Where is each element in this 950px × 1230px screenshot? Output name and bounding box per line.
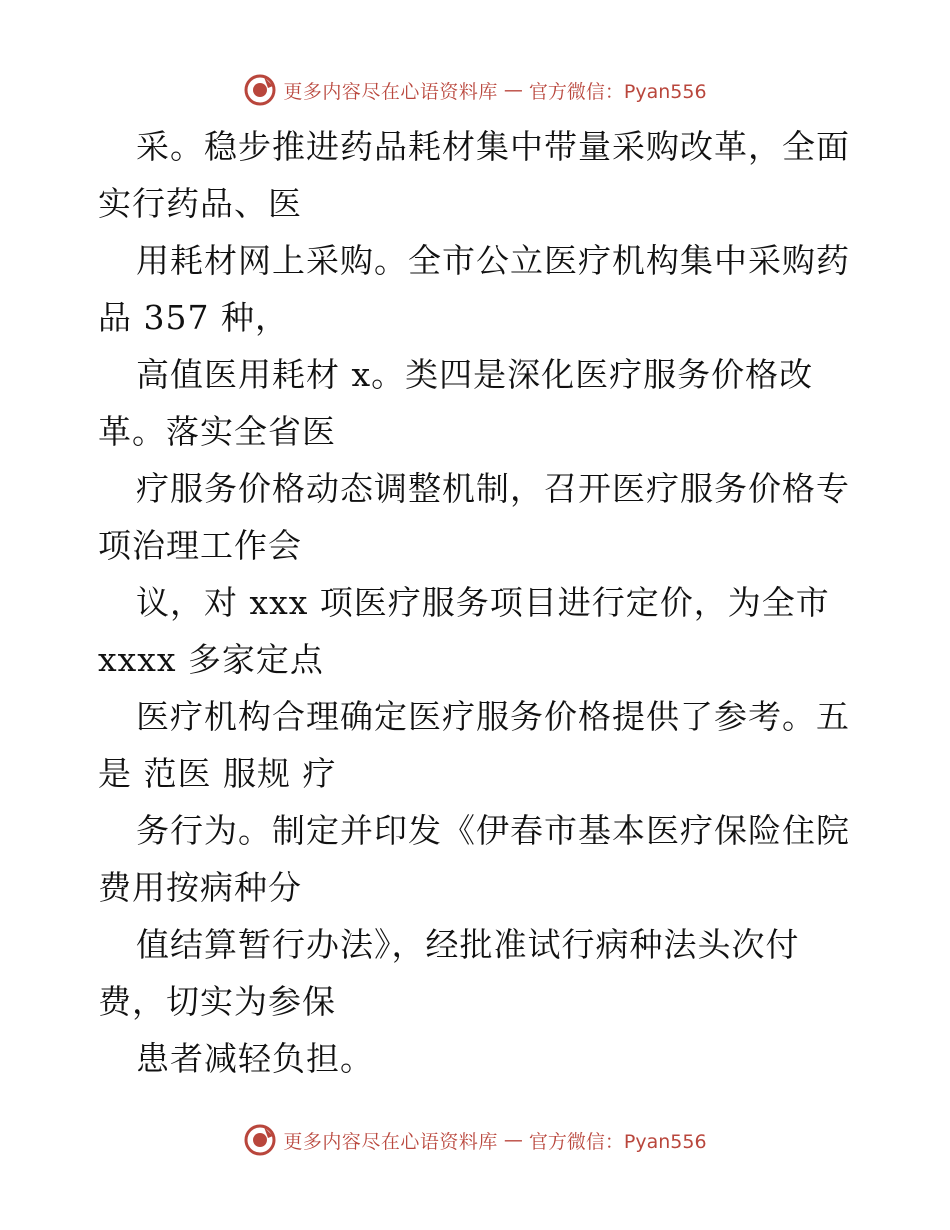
- paragraph: [98, 232, 858, 346]
- paragraph-line: 务行为。制定并印发《伊春市基本医疗保险住院: [136, 811, 850, 850]
- paragraph-line: 高值医用耗材 x。类四是深化医疗服务价格改: [136, 355, 814, 394]
- paragraph: [98, 802, 858, 916]
- paragraph-line: 用耗材网上采购。全市公立医疗机构集中采购药: [136, 241, 850, 280]
- paragraph: [98, 460, 858, 574]
- paragraph: [98, 346, 858, 460]
- paragraph-line: 品 357 种，: [98, 298, 289, 337]
- banner-wechat: 官方微信：Pyan556: [528, 1130, 707, 1153]
- paragraph-line: 项治理工作会: [98, 526, 302, 565]
- footer-banner: [0, 1120, 950, 1160]
- banner-separator: —: [503, 79, 523, 101]
- paragraph-line: 费用按病种分: [98, 868, 302, 907]
- paragraph: [98, 916, 858, 1030]
- document-body: [98, 118, 858, 1087]
- paragraph: [98, 574, 858, 688]
- paragraph-line: xxxx 多家定点: [98, 640, 324, 679]
- paragraph: [98, 1030, 858, 1087]
- paragraph-line: 疗服务价格动态调整机制，召开医疗服务价格专: [136, 469, 850, 508]
- banner-text: 更多内容尽在心语资料库: [283, 80, 498, 103]
- paragraph-line: 费，切实为参保: [98, 982, 336, 1021]
- paragraph-line: 革。落实全省医: [98, 412, 336, 451]
- banner-text: 更多内容尽在心语资料库: [283, 1130, 498, 1153]
- banner-separator: —: [503, 1129, 523, 1151]
- paragraph-line: 患者减轻负担。: [136, 1039, 374, 1078]
- brand-logo-icon: [243, 1123, 277, 1157]
- paragraph-line: 采。稳步推进药品耗材集中带量采购改革，全面: [136, 127, 850, 166]
- banner-wechat: 官方微信：Pyan556: [528, 80, 707, 103]
- paragraph: [98, 118, 858, 232]
- paragraph-line: 是 范医 服规 疗: [98, 754, 337, 793]
- paragraph-line: 值结算暂行办法》，经批准试行病种法头次付: [136, 925, 800, 964]
- paragraph-line: 实行药品、医: [98, 184, 302, 223]
- header-banner: [0, 70, 950, 110]
- brand-logo-icon: [243, 73, 277, 107]
- paragraph-line: 医疗机构合理确定医疗服务价格提供了参考。五: [136, 697, 850, 736]
- paragraph-line: 议，对 xxx 项医疗服务项目进行定价，为全市: [136, 583, 830, 622]
- paragraph: [98, 688, 858, 802]
